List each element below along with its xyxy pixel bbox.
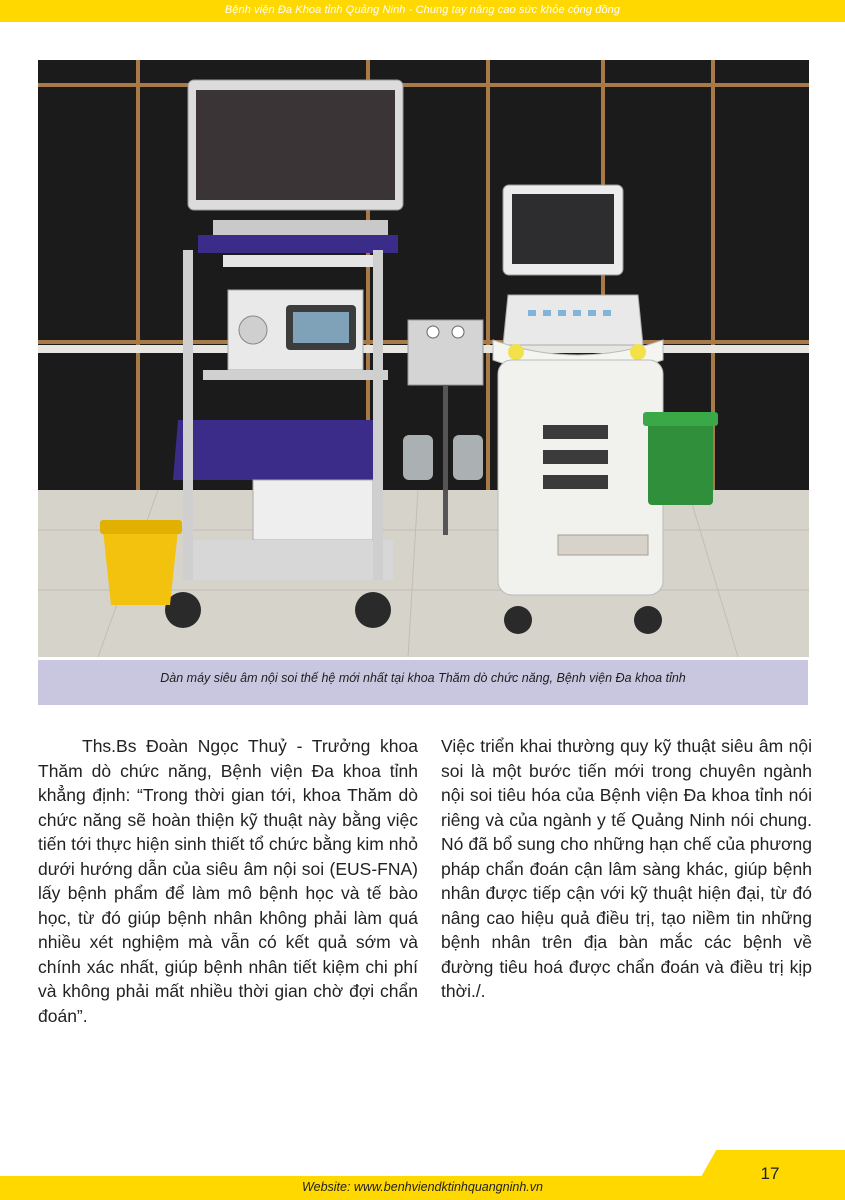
right-paragraph: Việc triển khai thường quy kỹ thuật siêu âm nội soi là một bước tiến mới trong chuyên ngành nội soi tiêu hóa của Bệnh viện Đa khoa tỉnh nói riêng và của ngành y tế Quảng Ninh nói chung. Nó đã bổ sung cho những hạn chế của phương pháp chẩn đoán cận lâm sàng khác, giúp bệnh nhân được tiếp cận với kỹ thuật hiện đại, từ đó nâng cao hiệu quả điều trị, tạo niềm tin những bệnh nhân trên địa bàn mắc các bệnh về đường tiêu hoá được chẩn đoán và điều trị kịp thời./. [441,736,812,1001]
equipment-photo [38,60,809,657]
running-header: Bệnh viện Đa Khoa tỉnh Quảng Ninh - Chung tay nâng cao sức khỏe cộng đồng [224,4,621,16]
left-paragraph: Ths.Bs Đoàn Ngọc Thuỷ - Trưởng khoa Thăm dò chức năng, Bệnh viện Đa khoa tỉnh khẳng định: “Trong thời gian tới, khoa Thăm dò chức năng sẽ hoàn thiện kỹ thuật này bằng việc tiến tới thực hiện sinh thiết tổ chức bằng kim nhỏ dưới hướng dẫn của siêu âm nội soi (EUS-FNA) lấy bệnh phẩm để làm mô bệnh học và tế bào học, từ đó giúp bệnh nhân không phải làm quá nhiều xét nghiệm mà vẫn có kết quả sớm và chính xác nhất, giúp bệnh nhân tiết kiệm chi phí và không phải mất nhiều thời gian chờ đợi chẩn đoán”. [38,736,418,1026]
equipment-illustration [38,60,809,657]
green-bin [643,412,718,505]
yellow-bin [100,520,182,605]
page-number: 17 [760,1164,780,1183]
header-band [0,0,845,22]
figure-caption: Dàn máy siêu âm nội soi thế hệ mới nhất tại khoa Thăm dò chức năng, Bệnh viện Đa khoa tỉnh [160,671,686,685]
footer-website: Website: www.benhviendktinhquangninh.vn [302,1180,543,1194]
article-column-left [38,734,418,1028]
article-column-right [441,734,812,1004]
caption-box [38,660,808,705]
